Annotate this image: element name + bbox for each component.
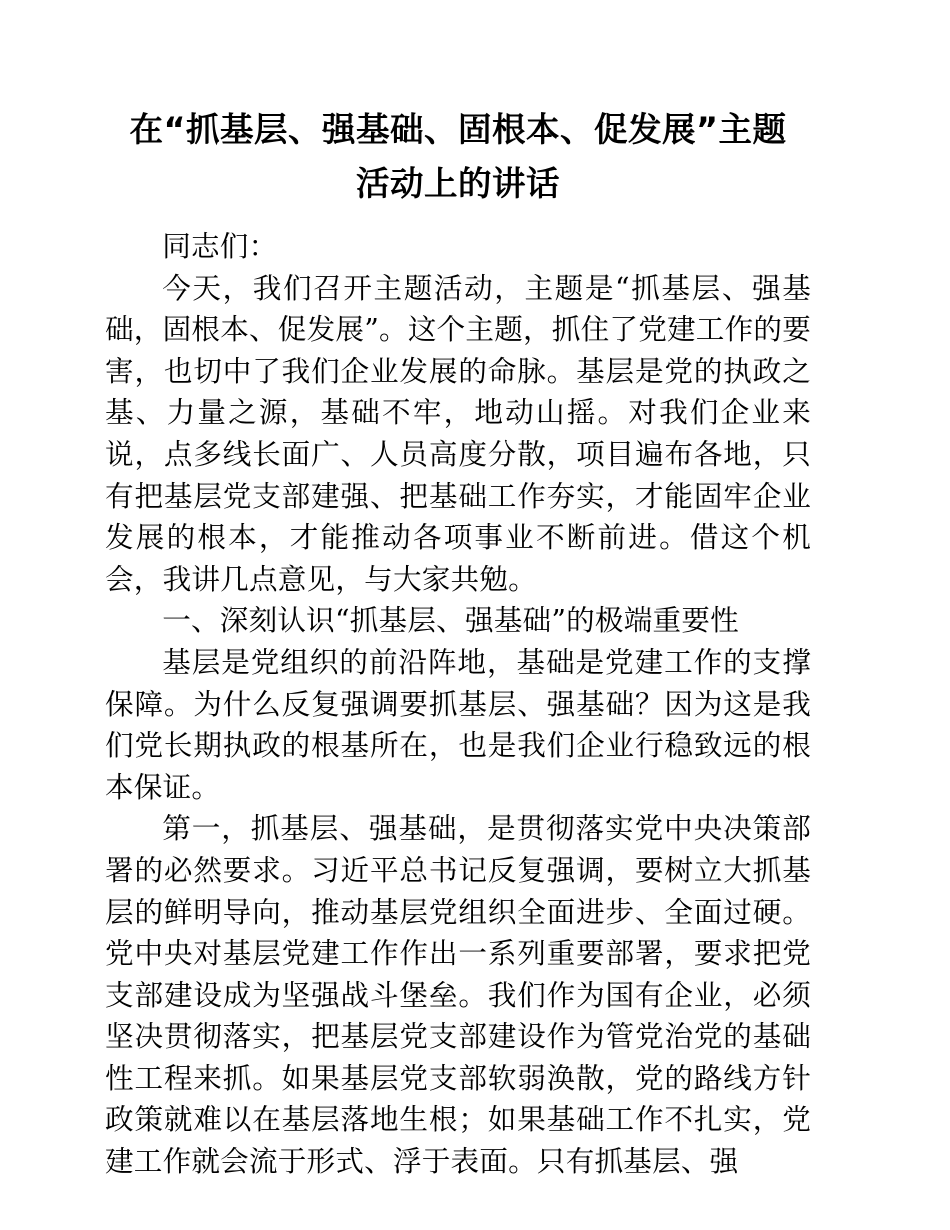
document-content-column <box>105 0 811 1183</box>
page-title <box>105 0 811 210</box>
paragraph-section1-intro: 基层是党组织的前沿阵地，基础是党建工作的支撑保障。为什么反复强调要抓基层、强基础？因为这是我们党长期执政的根基所在，也是我们企业行稳致远的根本保证。 <box>105 644 811 804</box>
salutation: 同志们： <box>162 229 278 263</box>
paragraph-point-first: 第一，抓基层、强基础，是贯彻落实党中央决策部署的必然要求。习近平总书记反复强调，要树立大抓基层的鲜明导向，推动基层党组织全面进步、全面过硬。党中央对基层党建工作作出一系列重要部署，要求把党支部建设成为坚强战斗堡垒。我们作为国有企业，必须坚决贯彻落实，把基层党支部建设作为管党治党的基础性工程来抓。如果基层党支部软弱涣散，党的路线方针政策就难以在基层落地生根；如果基础工作不扎实，党建工作就会流于形式、浮于表面。只有抓基层、强 <box>105 811 811 1179</box>
document-body <box>105 226 811 1183</box>
paragraph-opening: 今天，我们召开主题活动，主题是“抓基层、强基础，固根本、促发展”。这个主题，抓住了党建工作的要害，也切中了我们企业发展的命脉。基层是党的执政之基、力量之源，基础不牢，地动山摇。对我们企业来说，点多线长面广、人员高度分散，项目遍布各地，只有把基层党支部建强、把基础工作夯实，才能固牢企业发展的根本，才能推动各项事业不断前进。借这个机会，我讲几点意见，与大家共勉。 <box>105 270 811 596</box>
page-title-line-2: 活动上的讲话 <box>356 164 560 203</box>
page-title-line-1: 在“抓基层、强基础、固根本、促发展”主题 <box>129 110 787 149</box>
section-heading-1: 一、深刻认识“抓基层、强基础”的极端重要性 <box>162 603 739 638</box>
